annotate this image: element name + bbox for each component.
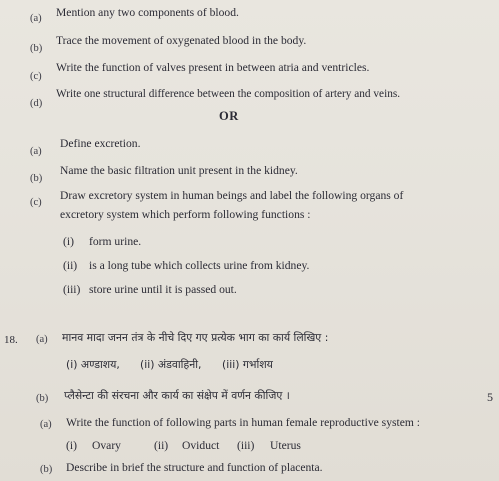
question-c-text: Write the function of valves present in between atria and ventricles. — [56, 61, 370, 74]
item-label-b2: (b) — [30, 173, 43, 184]
q18-a-hindi-item-iii: (iii) गर्भाशय — [222, 358, 273, 371]
subitem-ii-label: (ii) — [63, 259, 78, 272]
item-label-b: (b) — [30, 43, 43, 54]
q18-en-item-iii-text: Uterus — [270, 439, 301, 452]
subitem-i-label: (i) — [63, 235, 74, 248]
item-label-d: (d) — [30, 98, 43, 109]
subitem-ii-text: is a long tube which collects urine from kidney. — [89, 259, 310, 272]
q18-b-hindi-text: प्लैसेन्टा की संरचना और कार्य का संक्षेप में वर्णन कीजिए । — [64, 389, 290, 402]
question-c2-line2: excretory system which perform following functions : — [60, 208, 311, 221]
q18-en-item-iii-label: (iii) — [237, 439, 255, 452]
q18-en-item-ii-text: Oviduct — [182, 439, 220, 452]
q18-a-hi-label: (a) — [36, 334, 48, 345]
item-label-a2: (a) — [30, 146, 42, 157]
item-label-a: (a) — [30, 13, 42, 24]
q18-b-en-label: (b) — [40, 464, 53, 475]
question-number: 18. — [4, 334, 18, 346]
question-c2-line1: Draw excretory system in human beings and label the following organs of — [60, 189, 404, 202]
item-label-c2: (c) — [30, 197, 42, 208]
q18-a-hindi-item-ii: (ii) अंडवाहिनी, — [140, 358, 202, 371]
q18-a-en-text: Write the function of following parts in human female reproductive system : — [66, 416, 421, 429]
subitem-i-text: form urine. — [89, 235, 142, 248]
q18-en-item-i-label: (i) — [66, 439, 77, 452]
question-b2-text: Name the basic filtration unit present in the kidney. — [60, 164, 298, 177]
q18-en-item-i-text: Ovary — [92, 439, 121, 452]
q18-a-hindi-item-i: (i) अण्डाशय, — [66, 358, 120, 371]
subitem-iii-label: (iii) — [63, 283, 81, 296]
question-a-text: Mention any two components of blood. — [56, 6, 239, 19]
q18-en-item-ii-label: (ii) — [154, 439, 169, 452]
question-d-text: Write one structural difference between the composition of artery and veins. — [56, 88, 401, 100]
q18-a-hindi-text: मानव मादा जनन तंत्र के नीचे दिए गए प्रत्येक भाग का कार्य लिखिए : — [62, 331, 329, 344]
marks-value: 5 — [487, 390, 493, 404]
item-label-c: (c) — [30, 71, 42, 82]
question-a2-text: Define excretion. — [60, 137, 141, 150]
or-heading: OR — [219, 109, 239, 123]
q18-b-hi-label: (b) — [36, 393, 49, 404]
question-b-text: Trace the movement of oxygenated blood in the body. — [56, 34, 307, 47]
q18-a-en-label: (a) — [40, 419, 52, 430]
q18-b-en-text: Describe in brief the structure and function of placenta. — [66, 461, 323, 474]
subitem-iii-text: store urine until it is passed out. — [89, 283, 237, 296]
